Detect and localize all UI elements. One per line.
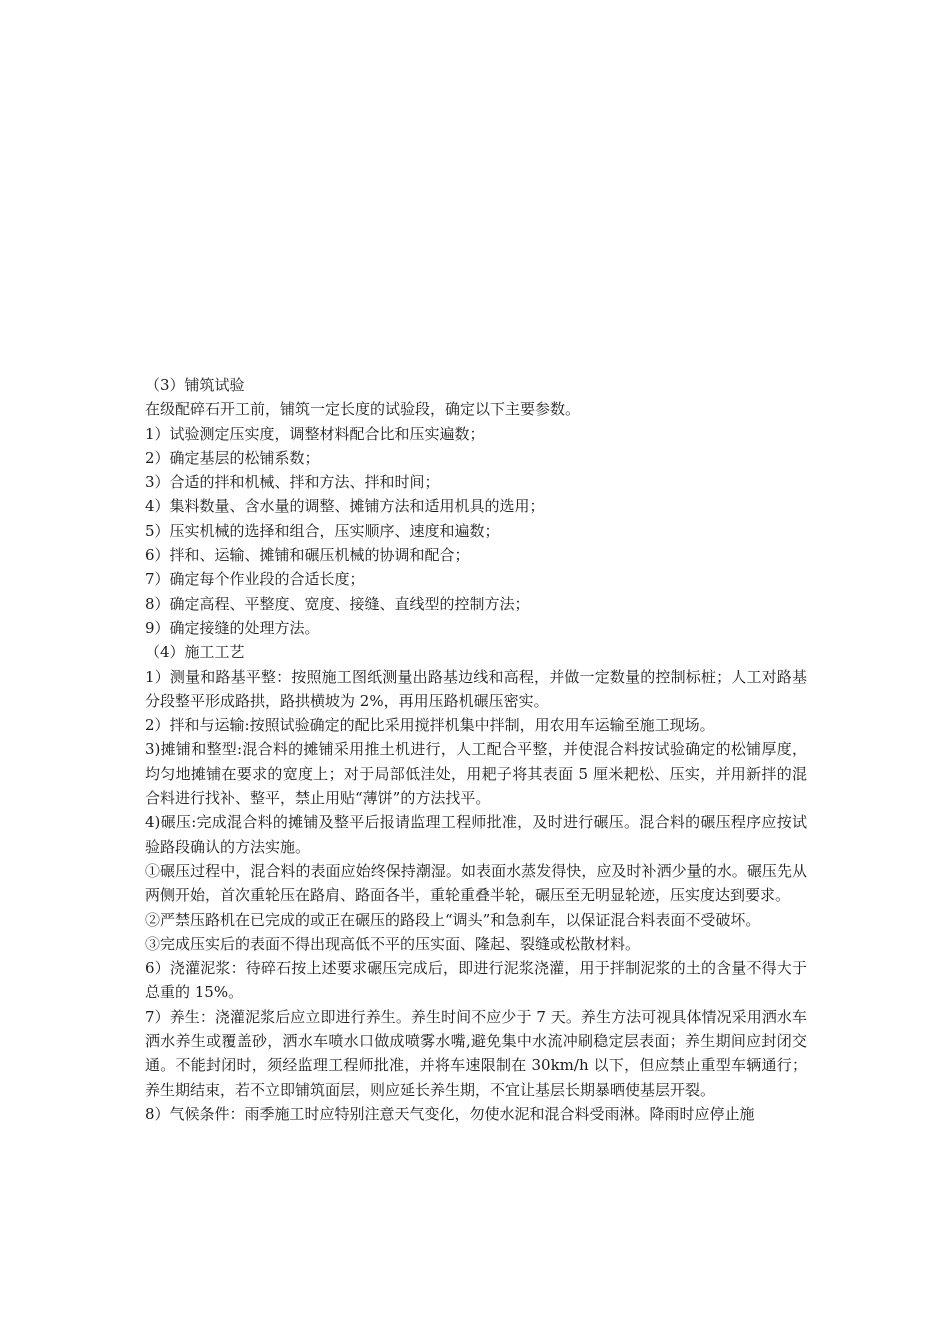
section-heading-construction-process: （4）施工工艺 — [145, 643, 245, 662]
paragraph: 7）养生：浇灌泥浆后应立即进行养生。养生时间不应少于 7 天。养生方法可视具体情况采用洒水车洒水养生或覆盖砂，洒水车喷水口做成喷雾水嘴,避免集中水流冲刷稳定层表面；养生期间应封闭交通。不能封闭时，须经监理工程师批准，并将车速限制在 30km/h 以下，但应禁止重型车辆通行；养生期结束，若不立即铺筑面层，则应延长养生期，不宜让基层长期暴晒使基层开裂。 — [145, 1007, 807, 1099]
paragraph: ③完成压实后的表面不得出现高低不平的压实面、隆起、裂缝或松散材料。 — [145, 934, 641, 953]
list-item: 7）确定每个作业段的合适长度； — [145, 570, 365, 589]
paragraph: ②严禁压路机在已完成的或正在碾压的路段上“调头”和急刹车，以保证混合料表面不受破坏。 — [145, 910, 761, 929]
paragraph: 6）浇灌泥浆：待碎石按上述要求碾压完成后，即进行泥浆浇灌，用于拌制泥浆的土的含量不得大于总重的 15%。 — [145, 959, 807, 1002]
section-heading-paving-trial: （3）铺筑试验 — [145, 376, 245, 394]
list-item: 5）压实机械的选择和组合，压实顺序、速度和遍数； — [145, 521, 500, 540]
paragraph: 4)碾压:完成混合料的摊铺及整平后报请监理工程师批准，及时进行碾压。混合料的碾压程序应按试验路段确认的方法实施。 — [145, 813, 807, 856]
list-item: 1）试验测定压实度，调整材料配合比和压实遍数； — [145, 424, 485, 443]
paragraph: ①碾压过程中，混合料的表面应始终保持潮湿。如表面水蒸发得快，应及时补洒少量的水。碾压先从两侧开始，首次重轮压在路肩、路面各半，重轮重叠半轮，碾压至无明显轮迹，压实度达到要求。 — [145, 861, 807, 905]
list-item: 6）拌和、运输、摊铺和碾压机械的协调和配合； — [145, 546, 470, 565]
list-item: 2）确定基层的松铺系数； — [145, 448, 320, 467]
list-item: 3）合适的拌和机械、拌和方法、拌和时间； — [145, 473, 440, 492]
list-item: 8）确定高程、平整度、宽度、接缝、直线型的控制方法； — [145, 594, 530, 613]
list-item: 4）集料数量、含水量的调整、摊铺方法和适用机具的选用； — [145, 497, 545, 516]
paragraph: 8）气候条件：雨季施工时应特别注意天气变化，勿使水泥和混合料受雨淋。降雨时应停止施 — [145, 1104, 755, 1123]
list-item: 9）确定接缝的处理方法。 — [145, 618, 320, 637]
document-body — [145, 373, 807, 1126]
paragraph: 1）测量和路基平整：按照施工图纸测量出路基边线和高程，并做一定数量的控制标桩；人工对路基分段整平形成路拱，路拱横坡为 2%，再用压路机碾压密实。 — [145, 667, 807, 710]
paragraph: 2）拌和与运输:按照试验确定的配比采用搅拌机集中拌制，用农用车运输至施工现场。 — [145, 716, 715, 735]
paragraph: 3)摊铺和整型:混合料的摊铺采用推土机进行，人工配合平整，并使混合料按试验确定的松铺厚度，均匀地摊铺在要求的宽度上；对于局部低洼处，用耙子将其表面 5 厘米耙松、压实，并用新拌的混合料进行找补、整平，禁止用贴“薄饼”的方法找平。 — [145, 740, 807, 808]
section-intro: 在级配碎石开工前，铺筑一定长度的试验段，确定以下主要参数。 — [145, 400, 581, 419]
